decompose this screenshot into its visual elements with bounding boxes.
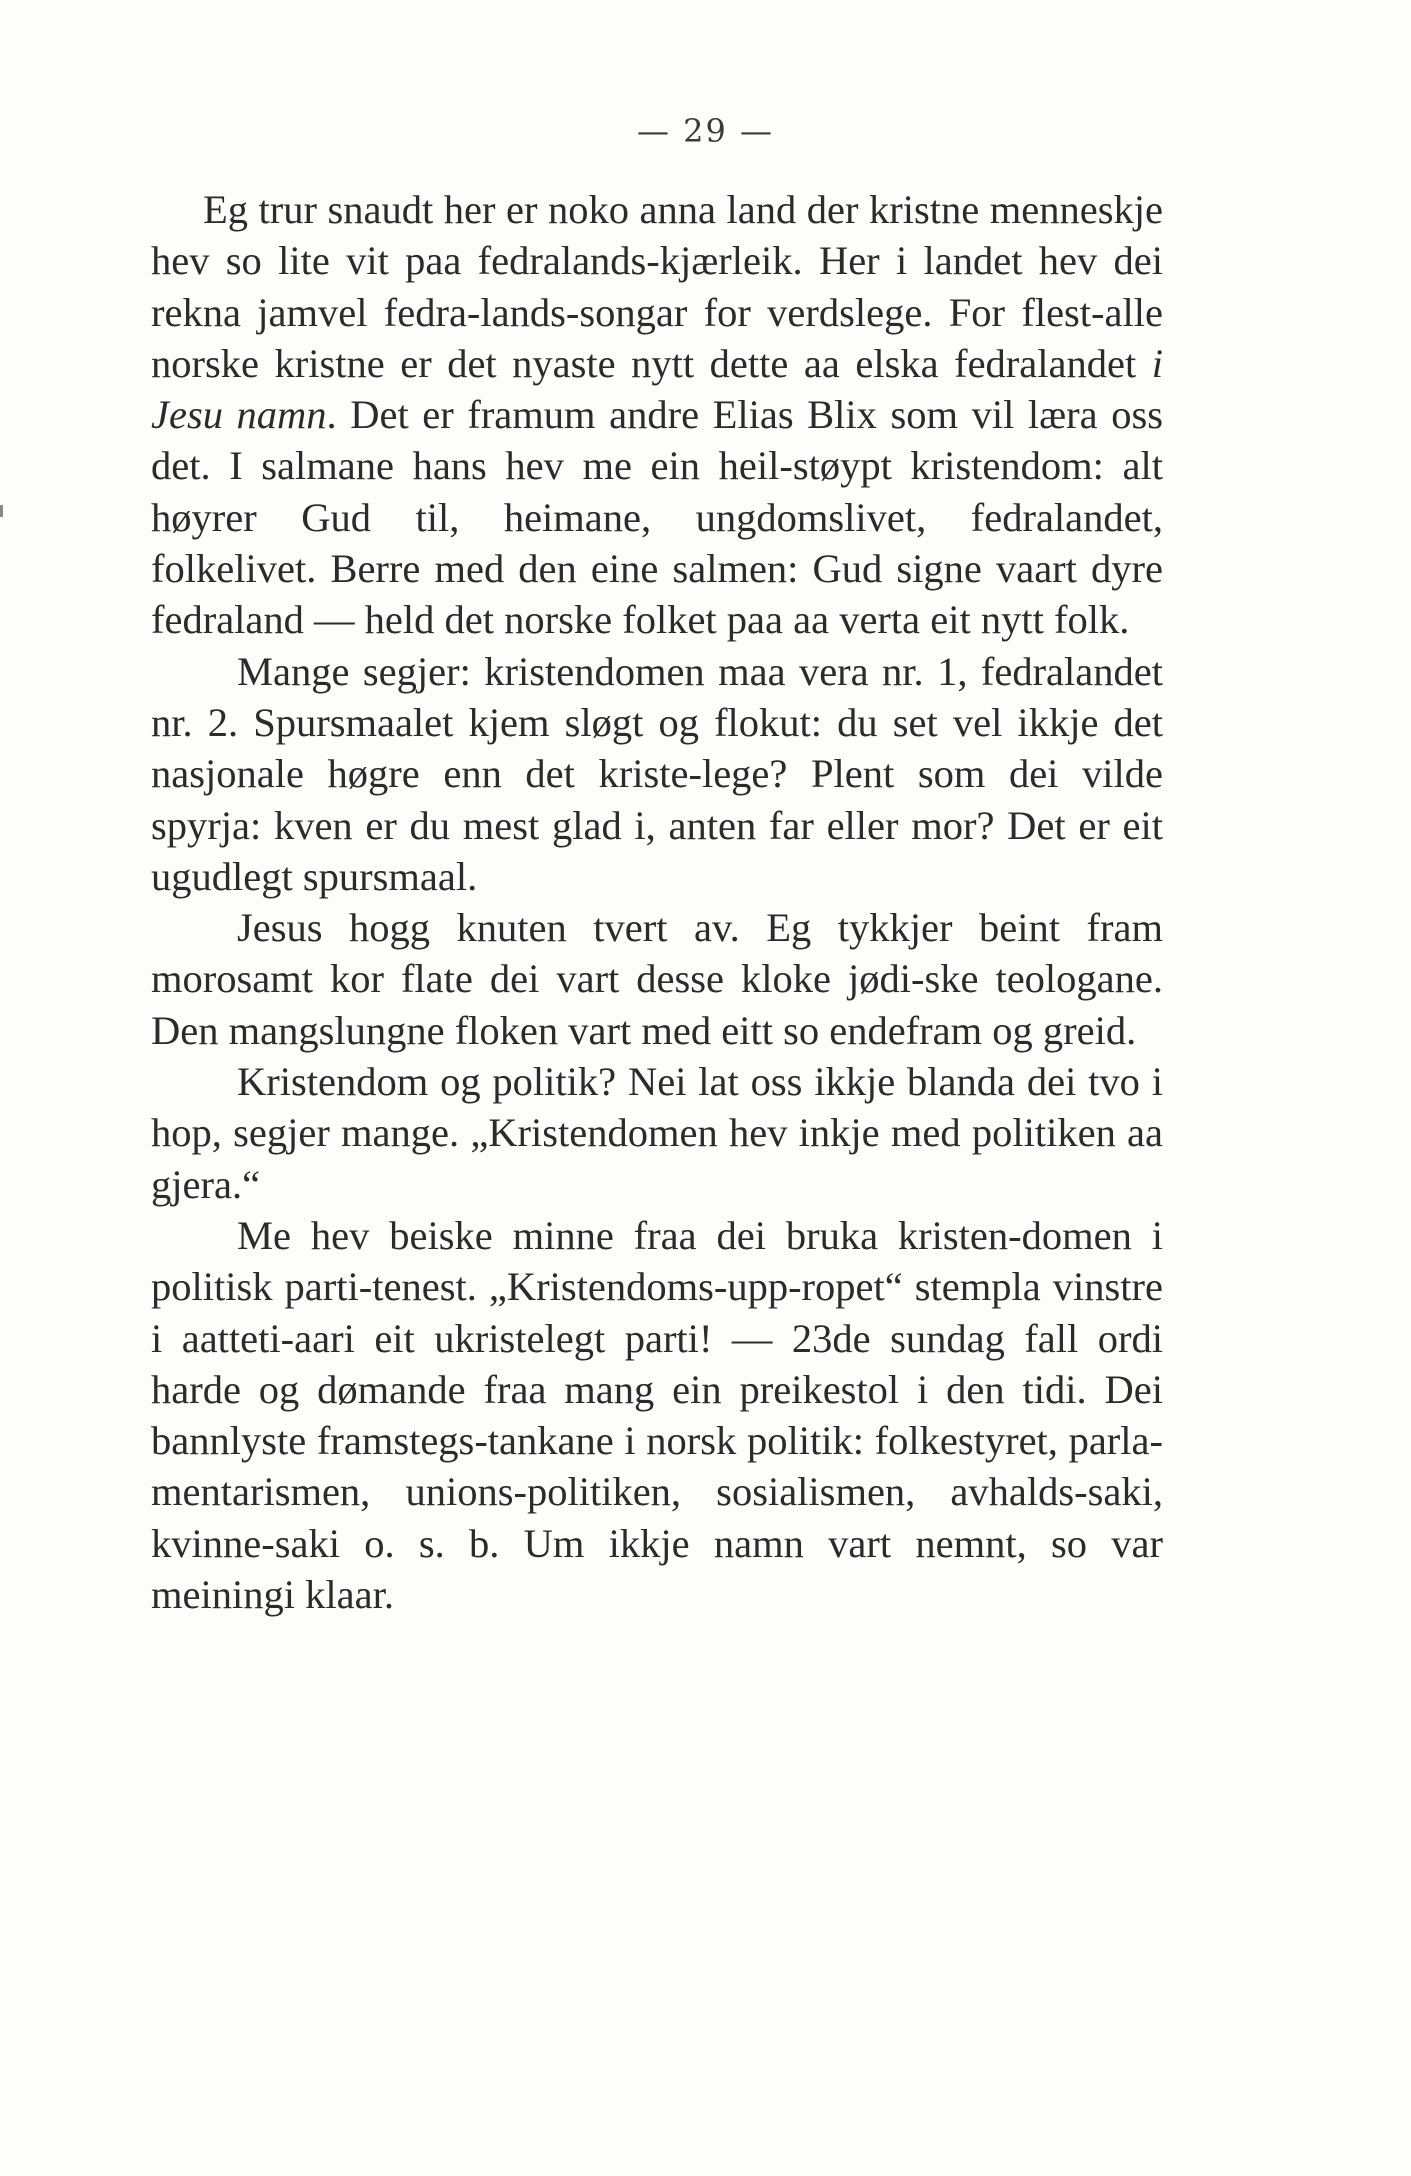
paragraph-1 (151, 184, 1163, 646)
paragraph-4: Kristendom og politik? Nei lat oss ikkje blanda dei tvo i hop, segjer mange. „Kristendomen hev inkje med politiken aa gjera.“ (151, 1059, 1163, 1207)
scan-edge-mark (0, 505, 3, 517)
paragraph-1-text-end: . Det er framum andre Elias Blix som vil læra oss det. I salmane hans hev me ein heil-støypt kristendom: alt høyrer Gud til, heimane, ungdomslivet, fedralandet, folkelivet. Berre med den eine salmen: Gud signe vaart dyre fedraland — held det norske folket paa aa verta eit nytt folk. (151, 392, 1163, 643)
paragraph-2: Mange segjer: kristendomen maa vera nr. 1, fedralandet nr. 2. Spursmaalet kjem sløgt og flokut: du set vel ikkje det nasjonale høgre enn det kriste-lege? Plent som dei vilde spyrja: kven er du mest glad i, anten far eller mor? Det er eit ugudlegt spursmaal. (151, 648, 1163, 899)
page-number: — 29 — (636, 112, 775, 150)
paragraph-3: Jesus hogg knuten tvert av. Eg tykkjer beint fram morosamt kor flate dei vart desse kloke jødi-ske teologane. Den mangslungne floken vart med eitt so endefram og greid. (151, 905, 1163, 1053)
paragraph-5: Me hev beiske minne fraa dei bruka kristen-domen i politisk parti-tenest. „Kristendoms-upp-ropet“ stempla vinstre i aatteti-aari eit ukristelegt parti! — 23de sundag fall ordi harde og dømande fraa mang ein preikestol i den tidi. Dei bannlyste framstegs-tankane i norsk politik: folkestyret, parla-mentarismen, unions-politiken, sosialismen, avhalds-saki, kvinne-saki o. s. b. Um ikkje namn vart nemnt, so var meiningi klaar. (151, 1212, 1163, 1618)
body-text (151, 184, 1163, 1620)
paragraph-1-text-start: Eg trur snaudt her er noko anna land der kristne menneskje hev so lite vit paa fedralands-kjærleik. Her i landet hev dei rekna jamvel fedra-lands-songar for verdslege. For flest-alle norske kristne er det nyaste nytt dette aa elska fedralandet (151, 187, 1163, 386)
paragraph-1-emphasis: i Jesu namn (151, 340, 1163, 438)
